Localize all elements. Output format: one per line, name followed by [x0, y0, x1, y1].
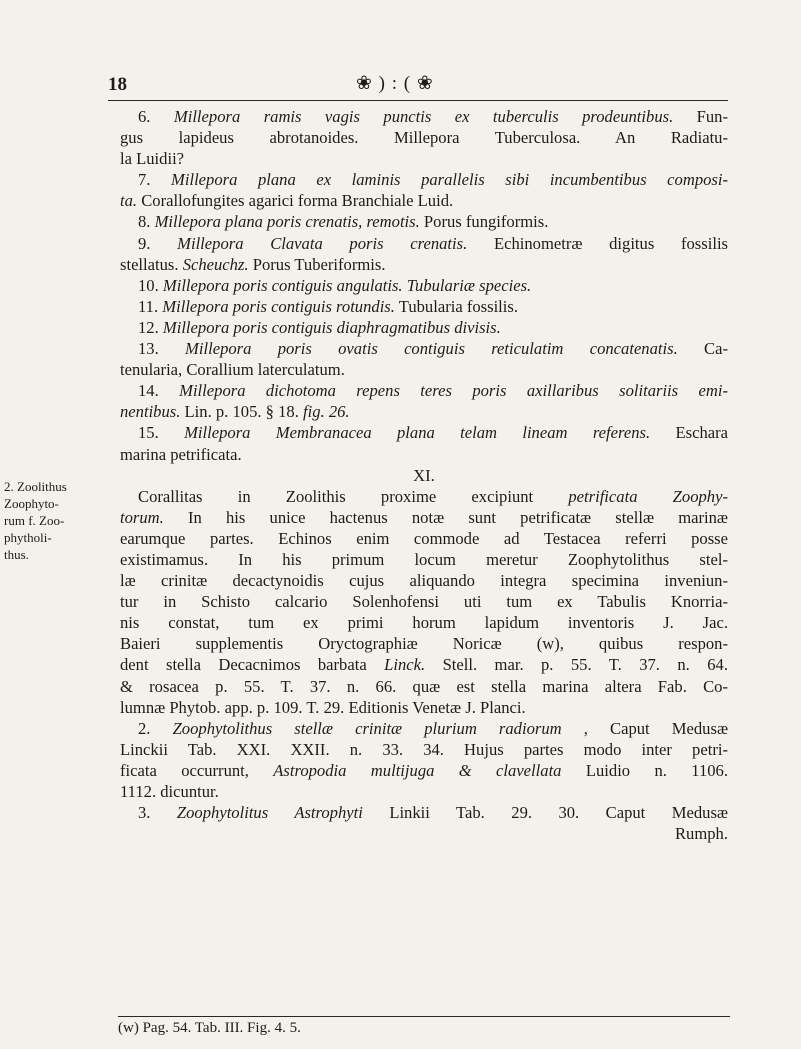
section-heading — [120, 465, 728, 486]
text-line — [120, 317, 728, 338]
text-line — [120, 633, 728, 654]
main-text — [120, 106, 728, 844]
text-line — [120, 148, 728, 169]
italic-text: fig. 26. — [303, 402, 350, 422]
text-run: Porus Tuberiformis. — [248, 254, 386, 274]
text-run: Fun- — [673, 107, 728, 126]
italic-text: Millepora plana poris crenatis, remotis. — [154, 212, 420, 232]
text-line — [120, 823, 728, 844]
margin-note-line: Zoophyto- — [4, 496, 59, 511]
margin-note-line: 2. Zoolithus — [4, 479, 67, 494]
text-run: lumnæ Phytob. app. p. 109. T. 29. Editionis Venetæ J. Planci. — [120, 697, 526, 717]
page-number: 18 — [108, 74, 127, 95]
text-run: Luidio n. 1106. — [561, 760, 728, 780]
text-line — [120, 612, 728, 633]
text-run: 11. — [138, 296, 163, 316]
text-line — [120, 233, 728, 254]
text-run: In his unice hactenus notæ sunt petrificatæ stellæ marinæ — [163, 507, 728, 527]
paragraph — [120, 380, 728, 422]
text-run: Lin. p. 105. § 18. — [180, 402, 303, 422]
italic-text: Millepora poris ovatis contiguis reticulatim concatenatis. — [185, 339, 678, 359]
text-run: nis constat, tum ex primi horum lapidum inventoris J. Jac. — [120, 613, 728, 633]
text-run: existimamus. In his primum locum meretur Zoophytolithus stel- — [120, 549, 728, 569]
running-header — [108, 72, 728, 101]
margin-note-line: rum f. Zoo- — [4, 513, 65, 528]
text-run: Eschara — [650, 423, 728, 443]
text-line — [120, 549, 728, 570]
footnote-rule — [118, 1016, 730, 1017]
italic-text: Scheuchz. — [182, 254, 249, 274]
text-run: Baieri supplementis Oryctographiæ Noricæ (w), quibus respon- — [120, 634, 728, 654]
italic-text: Astropodia multijuga & clavellata — [273, 760, 562, 780]
text-line — [120, 528, 728, 549]
text-run: 7. — [138, 170, 172, 190]
text-run: Rumph. — [674, 824, 728, 844]
text-line — [120, 275, 728, 296]
text-line — [120, 380, 728, 401]
italic-text: torum. — [120, 507, 164, 527]
text-run: 3. — [138, 803, 177, 823]
text-run: 2. — [138, 718, 173, 738]
text-run: Ca- — [677, 339, 728, 359]
text-run: stellatus. — [120, 254, 183, 274]
text-line — [120, 106, 728, 127]
paragraph — [120, 169, 728, 211]
text-run: 6. — [138, 107, 174, 126]
text-run: 8. — [138, 212, 155, 232]
italic-text: Millepora plana ex laminis parallelis sibi incumbentibus composi- — [171, 170, 728, 190]
text-line — [120, 591, 728, 612]
text-line — [120, 211, 728, 232]
text-run: & rosacea p. 55. T. 37. n. 66. quæ est stella marina altera Fab. Co- — [120, 676, 728, 696]
paragraph — [120, 106, 728, 169]
italic-text: ta. — [120, 191, 138, 211]
margin-note-line: phytholi- — [4, 530, 52, 545]
text-run: 12. — [138, 317, 163, 337]
text-line — [120, 676, 728, 697]
text-run: 15. — [138, 423, 185, 443]
text-run: tur in Schisto calcario Solenhofensi uti tum ex Tabulis Knorria- — [120, 592, 728, 612]
text-line — [120, 127, 728, 148]
paragraph — [120, 422, 728, 464]
text-line — [120, 401, 728, 422]
paragraph — [120, 486, 728, 718]
text-run: 9. — [138, 233, 178, 253]
text-line — [120, 718, 728, 739]
text-line — [120, 570, 728, 591]
paragraph — [120, 802, 728, 844]
italic-text: Millepora dichotoma repens teres poris axillaribus solitariis emi- — [179, 381, 728, 401]
italic-text: Zoophytolitus Astrophyti — [176, 803, 363, 823]
text-line — [120, 359, 728, 380]
italic-text: nentibus. — [120, 402, 181, 422]
italic-text: Millepora ramis vagis punctis ex tuberculis prodeuntibus. — [173, 107, 674, 126]
text-line — [120, 507, 728, 528]
paragraph — [120, 317, 728, 338]
text-line — [120, 422, 728, 443]
text-run: earumque partes. Echinos enim commode ad Testacea referri posse — [120, 528, 728, 548]
text-run: 1112. dicuntur. — [120, 782, 219, 801]
text-line — [120, 802, 728, 823]
text-run: ficata occurrunt, — [120, 760, 274, 780]
text-run: gus lapideus abrotanoides. Millepora Tuberculosa. An Radiatu- — [120, 128, 728, 148]
italic-text: Millepora Membranacea plana telam lineam referens. — [184, 423, 651, 443]
text-run: 14. — [138, 381, 180, 401]
text-run: tenularia, Corallium laterculatum. — [120, 360, 345, 380]
text-run: Linckii Tab. XXI. XXII. n. 33. 34. Hujus partes modo inter petri- — [120, 739, 728, 759]
text-line — [120, 697, 728, 718]
text-run: marina petrificata. — [120, 444, 242, 464]
text-run: 10. — [138, 275, 163, 295]
text-line — [120, 781, 728, 802]
text-run: Echinometræ digitus fossilis — [467, 233, 728, 253]
margin-note-line: thus. — [4, 547, 29, 562]
text-line — [120, 190, 728, 211]
italic-text: petrificata Zoophy- — [568, 486, 728, 506]
text-run: Stell. mar. p. 55. T. 37. n. 64. — [425, 655, 728, 675]
text-line — [120, 760, 728, 781]
text-run: 13. — [138, 339, 186, 359]
paragraph — [120, 718, 728, 802]
text-run: læ crinitæ decactynoidis cujus aliquando integra specimina inveniun- — [120, 571, 728, 591]
italic-text: Millepora poris contiguis rotundis. — [162, 296, 395, 316]
italic-text: Zoophytolithus stellæ crinitæ plurium radiorum — [172, 718, 562, 738]
text-run: XI. — [413, 465, 435, 485]
paragraph — [120, 233, 728, 275]
text-run: Linkii Tab. 29. 30. Caput Medusæ — [362, 803, 728, 823]
italic-text: Linck. — [384, 655, 426, 675]
text-run: Corallofungites agarici forma Branchiale Luid. — [137, 191, 454, 211]
text-line — [120, 254, 728, 275]
paragraph — [120, 338, 728, 380]
text-run: Porus fungiformis. — [419, 212, 549, 232]
header-ornament: ❀ ) : ( ❀ — [356, 73, 434, 94]
italic-text: Millepora poris contiguis diaphragmatibus divisis. — [162, 317, 501, 337]
paragraph — [120, 211, 728, 232]
text-run: , Caput Medusæ — [561, 718, 728, 738]
margin-note — [4, 478, 82, 563]
text-run: Tubularia fossilis. — [394, 296, 519, 316]
text-line — [120, 169, 728, 190]
text-line — [120, 465, 728, 486]
italic-text: Millepora Clavata poris crenatis. — [177, 233, 468, 253]
text-run: Corallitas in Zoolithis proxime excipiunt — [138, 486, 569, 506]
text-line — [120, 296, 728, 317]
text-run: dent stella Decacnimos barbata — [120, 655, 385, 675]
text-line — [120, 739, 728, 760]
text-line — [120, 338, 728, 359]
text-line — [120, 444, 728, 465]
italic-text: Millepora poris contiguis angulatis. Tubulariæ species. — [162, 275, 532, 295]
text-run: la Luidii? — [120, 149, 185, 169]
paragraph — [120, 275, 728, 296]
paragraph — [120, 296, 728, 317]
text-line — [120, 486, 728, 507]
footnote: (w) Pag. 54. Tab. III. Fig. 4. 5. — [118, 1020, 301, 1036]
text-line — [120, 654, 728, 675]
